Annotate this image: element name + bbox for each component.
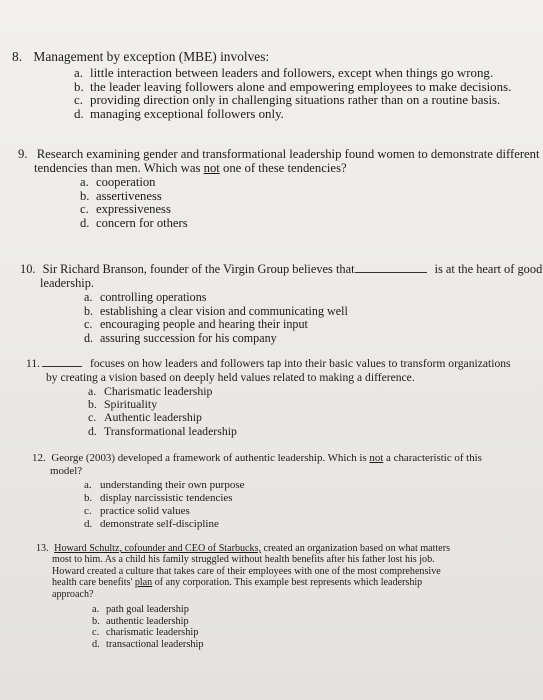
option-a: a. Charismatic leadership <box>88 384 213 398</box>
option-b: b. assertiveness <box>80 188 162 203</box>
option-b: b. establishing a clear vision and communicating well <box>84 303 348 318</box>
option-d: d. assuring succession for his company <box>84 330 277 345</box>
option-a: a. understanding their own purpose <box>84 479 245 492</box>
option-d: d. demonstrate self-discipline <box>84 517 219 530</box>
question-stem <box>32 452 482 465</box>
question-text-line2: tendencies than men. Which was not one of these tendencies? <box>34 161 347 175</box>
option-d: d. transactional leadership <box>92 638 204 650</box>
option-c: c. expressiveness <box>80 202 171 217</box>
question-10 <box>20 262 542 345</box>
option-d: d. Transformational leadership <box>88 423 237 438</box>
question-text-line2: by creating a vision based on deeply held values related to making a difference. <box>46 371 415 384</box>
question-13 <box>36 543 450 650</box>
question-text-line2: model? <box>50 464 83 477</box>
question-text: Sir Richard Branson, founder of the Virgin Group believes that <box>42 262 355 276</box>
option-b: b. the leader leaving followers alone and empowering employees to make decisions. <box>74 79 512 94</box>
question-text-line5: approach? <box>52 588 94 600</box>
question-stem <box>26 356 511 371</box>
option-d: d. concern for others <box>80 215 188 230</box>
question-text: George (2003) developed a framework of authentic leadership. Which is not a characteristic of this <box>51 452 482 464</box>
answer-blank <box>42 356 82 367</box>
option-c: c. providing direction only in challenging situations rather than on a routine basis. <box>74 93 501 108</box>
option-d: d. managing exceptional followers only. <box>74 106 284 121</box>
option-b: b. authentic leadership <box>92 615 189 627</box>
option-c: c. charismatic leadership <box>92 627 199 639</box>
question-text-line4: health care benefits' plan of any corporation. This example best represents which leadership <box>52 577 423 589</box>
option-b: b. display narcissistic tendencies <box>84 491 233 504</box>
option-b: b. Spirituality <box>88 397 158 412</box>
question-text-line2: most to him. As a child his family struggled without health benefits after his father lost his job. <box>52 554 435 566</box>
question-number: 13. <box>36 543 49 554</box>
option-c: c. practice solid values <box>84 504 190 517</box>
option-a: a. little interaction between leaders and followers, except when things go wrong. <box>74 66 494 80</box>
question-9 <box>18 147 540 230</box>
option-a: a. cooperation <box>80 175 156 189</box>
question-text-line3: Howard created a culture that takes care of their employees with one of the most comprehensive <box>52 565 441 577</box>
question-stem <box>12 50 511 64</box>
answer-blank <box>355 262 427 273</box>
option-a: a. controlling operations <box>84 290 207 304</box>
question-text-line2: leadership. <box>40 276 95 290</box>
option-c: c. encouraging people and hearing their input <box>84 317 308 332</box>
question-number: 11. <box>26 357 41 370</box>
question-8 <box>12 50 511 121</box>
question-text: Howard Schultz, cofounder and CEO of Starbucks, created an organization based on what matters <box>54 543 451 554</box>
option-c: c. Authentic leadership <box>88 410 202 425</box>
question-number: 9. <box>18 147 28 161</box>
question-number: 12. <box>32 452 46 464</box>
option-a: a. path goal leadership <box>92 604 189 616</box>
question-11 <box>26 356 511 438</box>
question-stem: 10. Sir Richard Branson, founder of the Virgin Group believes that is at the heart of good <box>20 262 543 276</box>
question-text: Management by exception (MBE) involves: <box>33 49 270 64</box>
question-12 <box>32 452 482 530</box>
question-text: focuses on how leaders and followers tap into their basic values to transform organizations <box>89 357 511 370</box>
question-number: 10. <box>20 262 36 276</box>
question-number: 8. <box>12 49 23 64</box>
question-text: Research examining gender and transformational leadership found women to demonstrate different <box>36 147 540 161</box>
question-stem <box>36 543 450 554</box>
question-stem <box>18 147 540 161</box>
